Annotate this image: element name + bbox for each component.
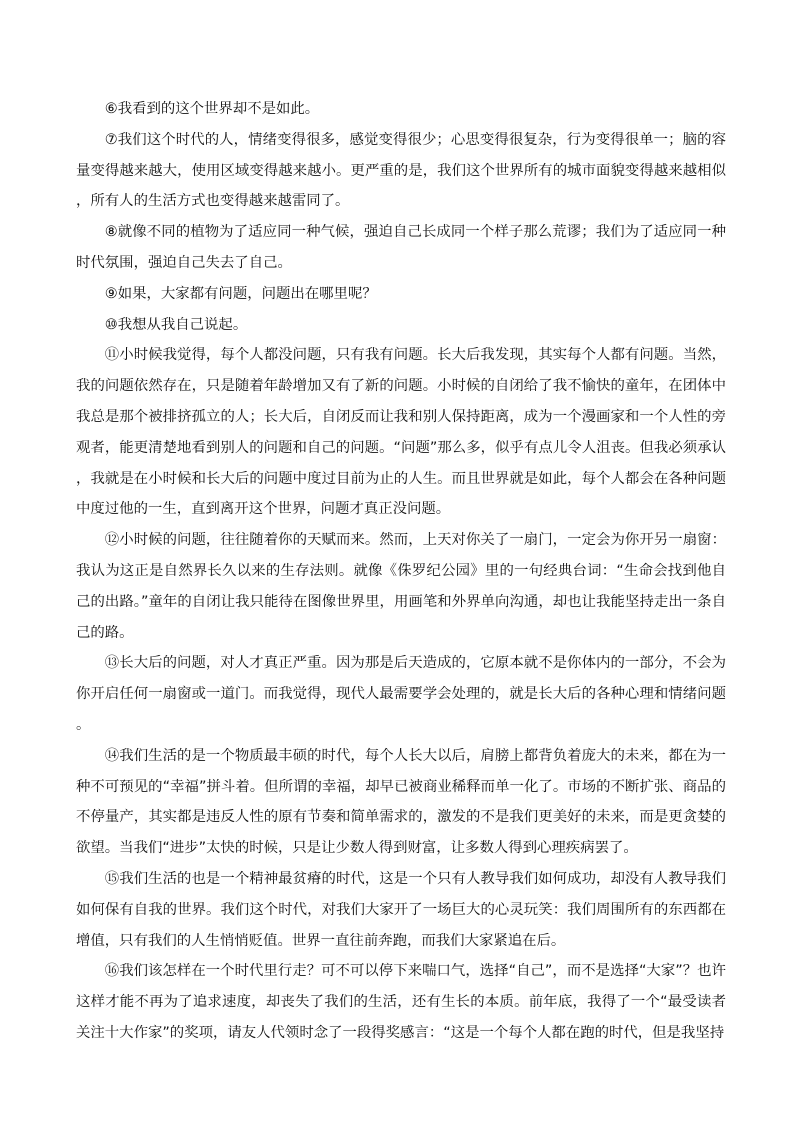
paragraph-15: ⑮我们生活的也是一个精神最贫瘠的时代，这是一个只有人教导我们如何成功，却没有人教导我们如何保有自我的世界。我们这个时代，对我们大家开了一场巨大的心灵玩笑：我们周围所有的东西都在增值，只有我们的人生悄悄贬值。世界一直往前奔跑，而我们大家紧追在后。 [76,870,726,949]
paragraph-16: ⑯我们该怎样在一个时代里行走？可不可以停下来喘口气，选择“自己”，而不是选择“大家”？也许这样才能不再为了追求速度，却丧失了我们的生活，还有生长的本质。前年底，我得了一个“最受读者关注十大作家”的奖项，请友人代领时念了一段得奖感言：“这是一个每个人都在跑的时代，但是我坚持 [76,963,726,1041]
paragraph-9: ⑨如果，大家都有问题，问题出在哪里呢？ [104,285,377,302]
paragraph-7: ⑦我们这个时代的人，情绪变得很多，感觉变得很少；心思变得很复杂，行为变得很单一；脑的容量变得越来越大，使用区域变得越来越小。更严重的是，我们这个世界所有的城市面貌变得越来越相似，所有人的生活方式也变得越来越雷同了。 [76,131,726,210]
paragraph-8: ⑧就像不同的植物为了适应同一种气候，强迫自己长成同一个样子那么荒谬；我们为了适应同一种时代氛围，强迫自己失去了自己。 [76,224,726,271]
paragraph-10: ⑩我想从我自己说起。 [104,316,248,333]
paragraph-13: ⑬长大后的问题，对人才真正严重。因为那是后天造成的，它原本就不是你体内的一部分，不会为你开启任何一扇窗或一道门。而我觉得，现代人最需要学会处理的，就是长大后的各种心理和情绪问题。 [76,655,726,733]
paragraph-12: ⑫小时候的问题，往往随着你的天赋而来。然而，上天对你关了一扇门，一定会为你开另一扇窗：我认为这正是自然界长久以来的生存法则。就像《侏罗纪公园》里的一句经典台词：“生命会找到他自己的出路。”童年的自闭让我只能待在图像世界里，用画笔和外界单向沟通，却也让我能坚持走出一条自己的路。 [76,532,726,641]
paragraph-11: ⑪小时候我觉得，每个人都没问题，只有我有问题。长大后我发现，其实每个人都有问题。当然，我的问题依然存在，只是随着年龄增加又有了新的问题。小时候的自闭给了我不愉快的童年，在团体中我总是那个被排挤孤立的人；长大后，自闭反而让我和别人保持距离，成为一个漫画家和一个人性的旁观者，能更清楚地看到别人的问题和自己的问题。“问题”那么多，似乎有点儿令人沮丧。但我必须承认，我就是在小时候和长大后的问题中度过目前为止的人生。而且世界就是如此，每个人都会在各种问题中度过他的一生，直到离开这个世界，问题才真正没问题。 [76,347,726,518]
article-body [76,94,726,1049]
paragraph-14: ⑭我们生活的是一个物质最丰硕的时代，每个人长大以后，肩膀上都背负着庞大的未来，都在为一种不可预见的“幸福”拼斗着。但所谓的幸福，却早已被商业稀释而单一化了。市场的不断扩张、商品的不停量产，其实都是违反人性的原有节奏和简单需求的，激发的不是我们更美好的未来，而是更贪婪的欲望。当我们“进步”太快的时候，只是让少数人得到财富，让多数人得到心理疾病罢了。 [76,747,726,857]
paragraph-6: ⑥我看到的这个世界却不是如此。 [104,101,320,117]
